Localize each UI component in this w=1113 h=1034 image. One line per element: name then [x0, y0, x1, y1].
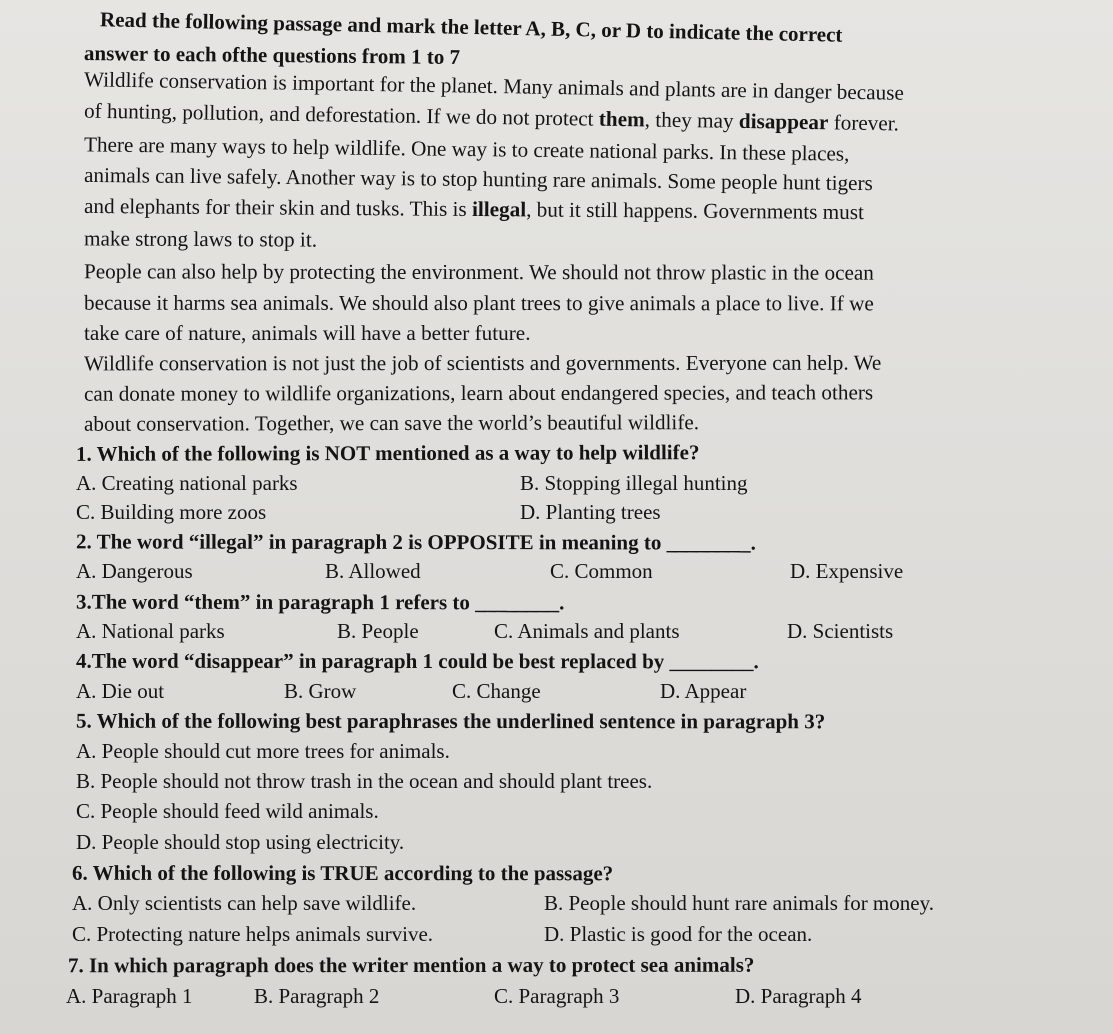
question-7-option-c[interactable]: C. Paragraph 3	[494, 984, 620, 1008]
question-3-option-d[interactable]: D. Scientists	[787, 619, 894, 643]
passage-p1-line-1: Wildlife conservation is important for the planet. Many animals and plants are in danger because	[83, 67, 905, 105]
question-4-option-a[interactable]: A. Die out	[76, 679, 165, 703]
word-disappear: disappear	[738, 108, 829, 135]
passage-p3-line-2: because it harms sea animals. We should also plant trees to give animals a place to live. If we	[83, 290, 874, 316]
question-5-option-a[interactable]: A. People should cut more trees for animals.	[76, 739, 450, 763]
question-1-option-b[interactable]: B. Stopping illegal hunting	[520, 471, 748, 495]
word-illegal: illegal	[471, 196, 527, 222]
question-5-option-c[interactable]: C. People should feed wild animals.	[76, 799, 379, 823]
instruction-line-2: answer to each ofthe questions from 1 to 7	[83, 41, 461, 69]
question-3-option-a[interactable]: A. National parks	[76, 619, 225, 643]
question-3-stem: 3.The word “them” in paragraph 1 refers to ________.	[75, 589, 565, 615]
passage-p2-line-3	[84, 193, 864, 225]
passage-p4-line-2: can donate money to wildlife organizations, learn about endangered species, and teach others	[83, 380, 874, 406]
question-5-option-d[interactable]: D. People should stop using electricity.	[76, 830, 405, 854]
passage-p2-line-4: make strong laws to stop it.	[83, 226, 318, 252]
passage-p1-line-2-start: of hunting, pollution, and deforestation. If we do not protect	[83, 98, 600, 131]
question-1-option-c[interactable]: C. Building more zoos	[76, 500, 267, 524]
passage-p4-line-3: about conservation. Together, we can save the world’s beautiful wildlife.	[83, 410, 700, 436]
passage-p1-line-2-end: forever.	[828, 110, 900, 136]
question-5-option-b[interactable]: B. People should not throw trash in the ocean and should plant trees.	[76, 769, 653, 793]
passage-p2-line-3-end: , but it still happens. Governments must	[526, 197, 865, 225]
question-1-stem: 1. Which of the following is NOT mentioned as a way to help wildlife?	[75, 440, 700, 466]
question-7-option-a[interactable]: A. Paragraph 1	[66, 984, 193, 1008]
passage-p4-line-1: Wildlife conservation is not just the job of scientists and governments. Everyone can help. We	[83, 350, 882, 376]
question-6-stem: 6. Which of the following is TRUE according to the passage?	[71, 860, 614, 886]
question-3-option-c[interactable]: C. Animals and plants	[494, 619, 680, 643]
question-5-stem: 5. Which of the following best paraphrases the underlined sentence in paragraph 3?	[75, 708, 826, 734]
question-2-option-c[interactable]: C. Common	[550, 559, 653, 583]
passage-p3-line-1: People can also help by protecting the environment. We should not throw plastic in the ocean	[83, 259, 874, 285]
question-1-option-d[interactable]: D. Planting trees	[520, 500, 661, 524]
question-7-option-b[interactable]: B. Paragraph 2	[254, 984, 380, 1008]
question-2-option-d[interactable]: D. Expensive	[790, 559, 904, 583]
question-7-option-d[interactable]: D. Paragraph 4	[735, 984, 862, 1008]
question-4-option-c[interactable]: C. Change	[452, 679, 541, 703]
question-7-stem: 7. In which paragraph does the writer mention a way to protect sea animals?	[67, 952, 755, 978]
question-3-option-b[interactable]: B. People	[337, 619, 419, 643]
passage-p2-line-3-start: and elephants for their skin and tusks. This is	[83, 193, 473, 221]
question-4-option-d[interactable]: D. Appear	[660, 679, 747, 703]
question-2-stem: 2. The word “illegal” in paragraph 2 is OPPOSITE in meaning to ________.	[75, 529, 756, 555]
passage-p1-line-2-mid: , they may	[644, 107, 740, 133]
question-2-option-b[interactable]: B. Allowed	[325, 559, 421, 583]
question-6-option-a[interactable]: A. Only scientists can help save wildlife.	[72, 891, 417, 915]
passage-p2-line-1: There are many ways to help wildlife. One way is to create national parks. In these places,	[83, 132, 850, 166]
passage-p3-line-3: take care of nature, animals will have a better future.	[84, 321, 531, 345]
instruction-line-1: Read the following passage and mark the letter A, B, C, or D to indicate the correct	[99, 7, 843, 47]
question-2-option-a[interactable]: A. Dangerous	[76, 559, 193, 583]
question-4-option-b[interactable]: B. Grow	[284, 679, 357, 703]
question-6-option-b[interactable]: B. People should hunt rare animals for money.	[544, 891, 934, 915]
question-4-stem: 4.The word “disappear” in paragraph 1 could be best replaced by ________.	[75, 648, 759, 674]
question-6-option-d[interactable]: D. Plastic is good for the ocean.	[544, 922, 813, 946]
passage-p2-line-2: animals can live safely. Another way is to stop hunting rare animals. Some people hunt tigers	[83, 162, 873, 196]
question-1-option-a[interactable]: A. Creating national parks	[76, 471, 298, 495]
word-them: them	[598, 106, 645, 132]
question-6-option-c[interactable]: C. Protecting nature helps animals survive.	[72, 922, 434, 946]
